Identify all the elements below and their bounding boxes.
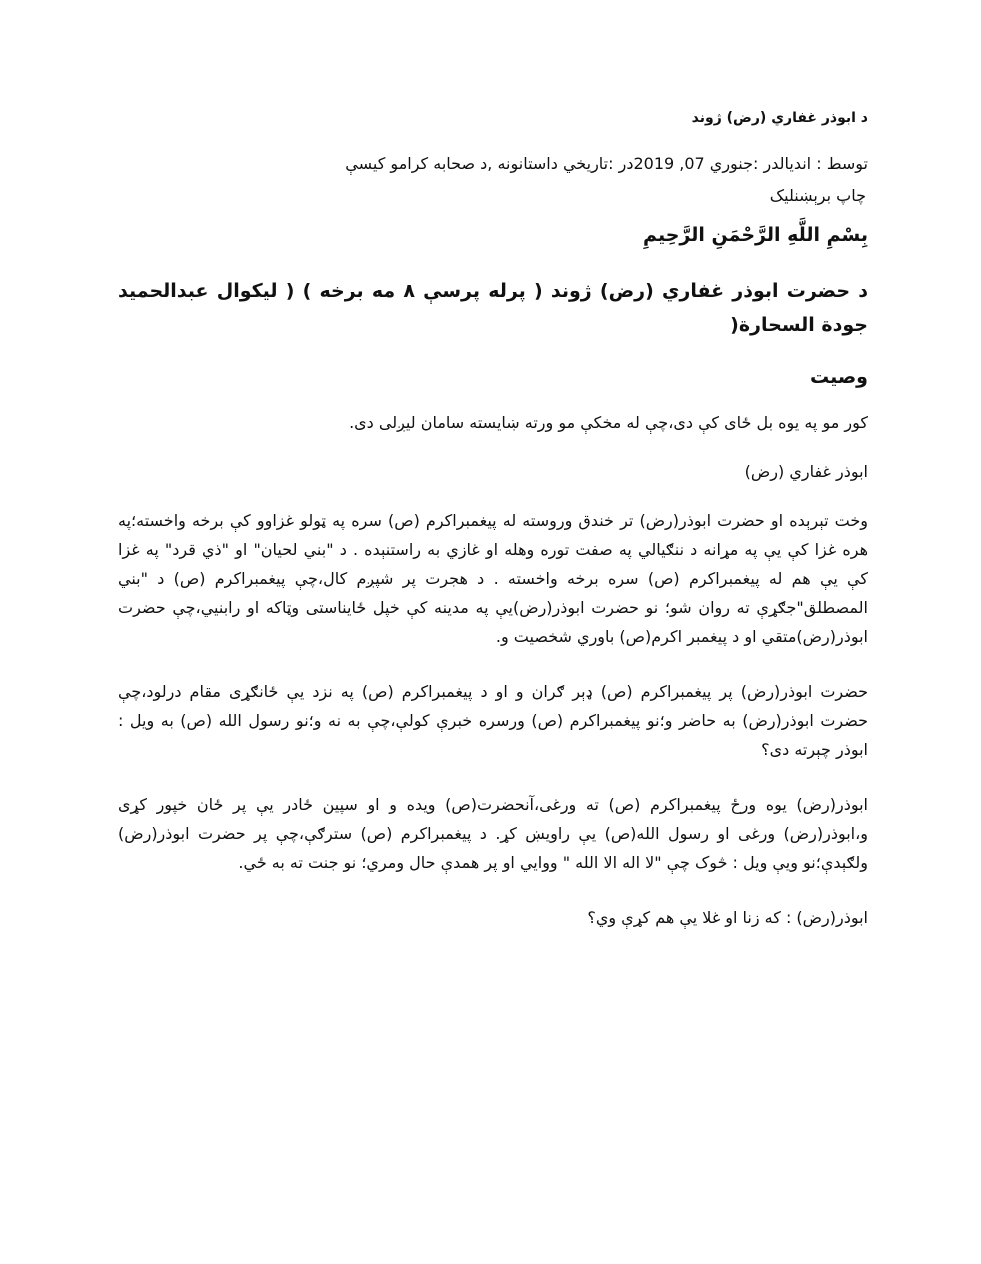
paragraph: ابوذر(رض) : که زنا او غلا یې هم کړې وي؟: [587, 908, 868, 927]
document-heading: د ابوذر غفاري (رض) ژوند: [691, 110, 868, 126]
article-title: د حضرت ابوذر غفاري (رض) ژوند ( پرله پرسې ۸ مه برخه ) ( ليکوال عبدالحميد جودة السحارة(: [118, 280, 869, 336]
paragraph: کور مو په یوه بل ځای کې دی،چې له مخکې مو ورته ښایسته سامان لیږلی دی.: [349, 413, 868, 432]
paragraph: ابوذر غفاري (رض): [744, 462, 868, 481]
author-date-category-line: توسط : اندیالدر :جنوري 07, 2019در :تاريخي داستانونه ,د صحابه کرامو کيسې: [345, 154, 868, 173]
paragraph: ابوذر(رض) یوه ورځ پیغمبراکرم (ص) ته ورغی،آنحضرت(ص) ویده و او سپین ځادر یې پر ځان خپور کړی و،ابوذر(رض) ورغی او رسول الله(ص) یې راویښ کړ. د پیغمبراکرم (ص) سترګې،چې پر حضرت ابوذر(رض) ولګېدې؛نو ویې ویل : څوک چې "لا اله الا الله " ووايي او پر همدې حال ومري؛ نو جنت ته به ځي.: [118, 795, 868, 872]
paragraph: وخت تېرېده او حضرت ابوذر(رض) تر خندق وروسته له پیغمبراکرم (ص) سره په ټولو غزاوو کې برخه واخسته؛په هره غزا کې یې په مړانه د ننګیالي په صفت توره وهله او غازي به راستنېده . د "بني لحيان" او "ذي قرد" په غزا کې یې هم له پیغمبراکرم (ص) سره برخه واخسته . د هجرت پر شپږم کال،چې پیغمبراکرم (ص) د "بني المصطلق"جګړې ته روان شو؛ نو حضرت ابوذر(رض)یې په مدینه کې خپل ځایناستی وټاکه او رابنيي،چې حضرت ابوذر(رض)متقي او د پیغمبر اکرم(ص) باوري شخصیت و.: [118, 511, 868, 646]
bismillah-line: بِسْمِ اللَّهِ الرَّحْمَنِ الرَّحِيمِ: [643, 224, 868, 246]
article-meta: [118, 148, 868, 212]
print-email-link[interactable]: چاپ برېښنلیک: [769, 186, 866, 205]
section-subtitle: وصیت: [809, 366, 868, 388]
document-page: [118, 96, 868, 948]
paragraph: حضرت ابوذر(رض) پر پیغمبراکرم (ص) ډېر ګران و او د پیغمبراکرم (ص) په نزد یې ځانګړی مقام درلود،چې حضرت ابوذر(رض) به حاضر و؛نو پیغمبراکرم (ص) ورسره خبرې کولې،چې به نه و؛نو رسول الله (ص) به ویل : ابوذر چېرته دی؟: [118, 682, 868, 759]
